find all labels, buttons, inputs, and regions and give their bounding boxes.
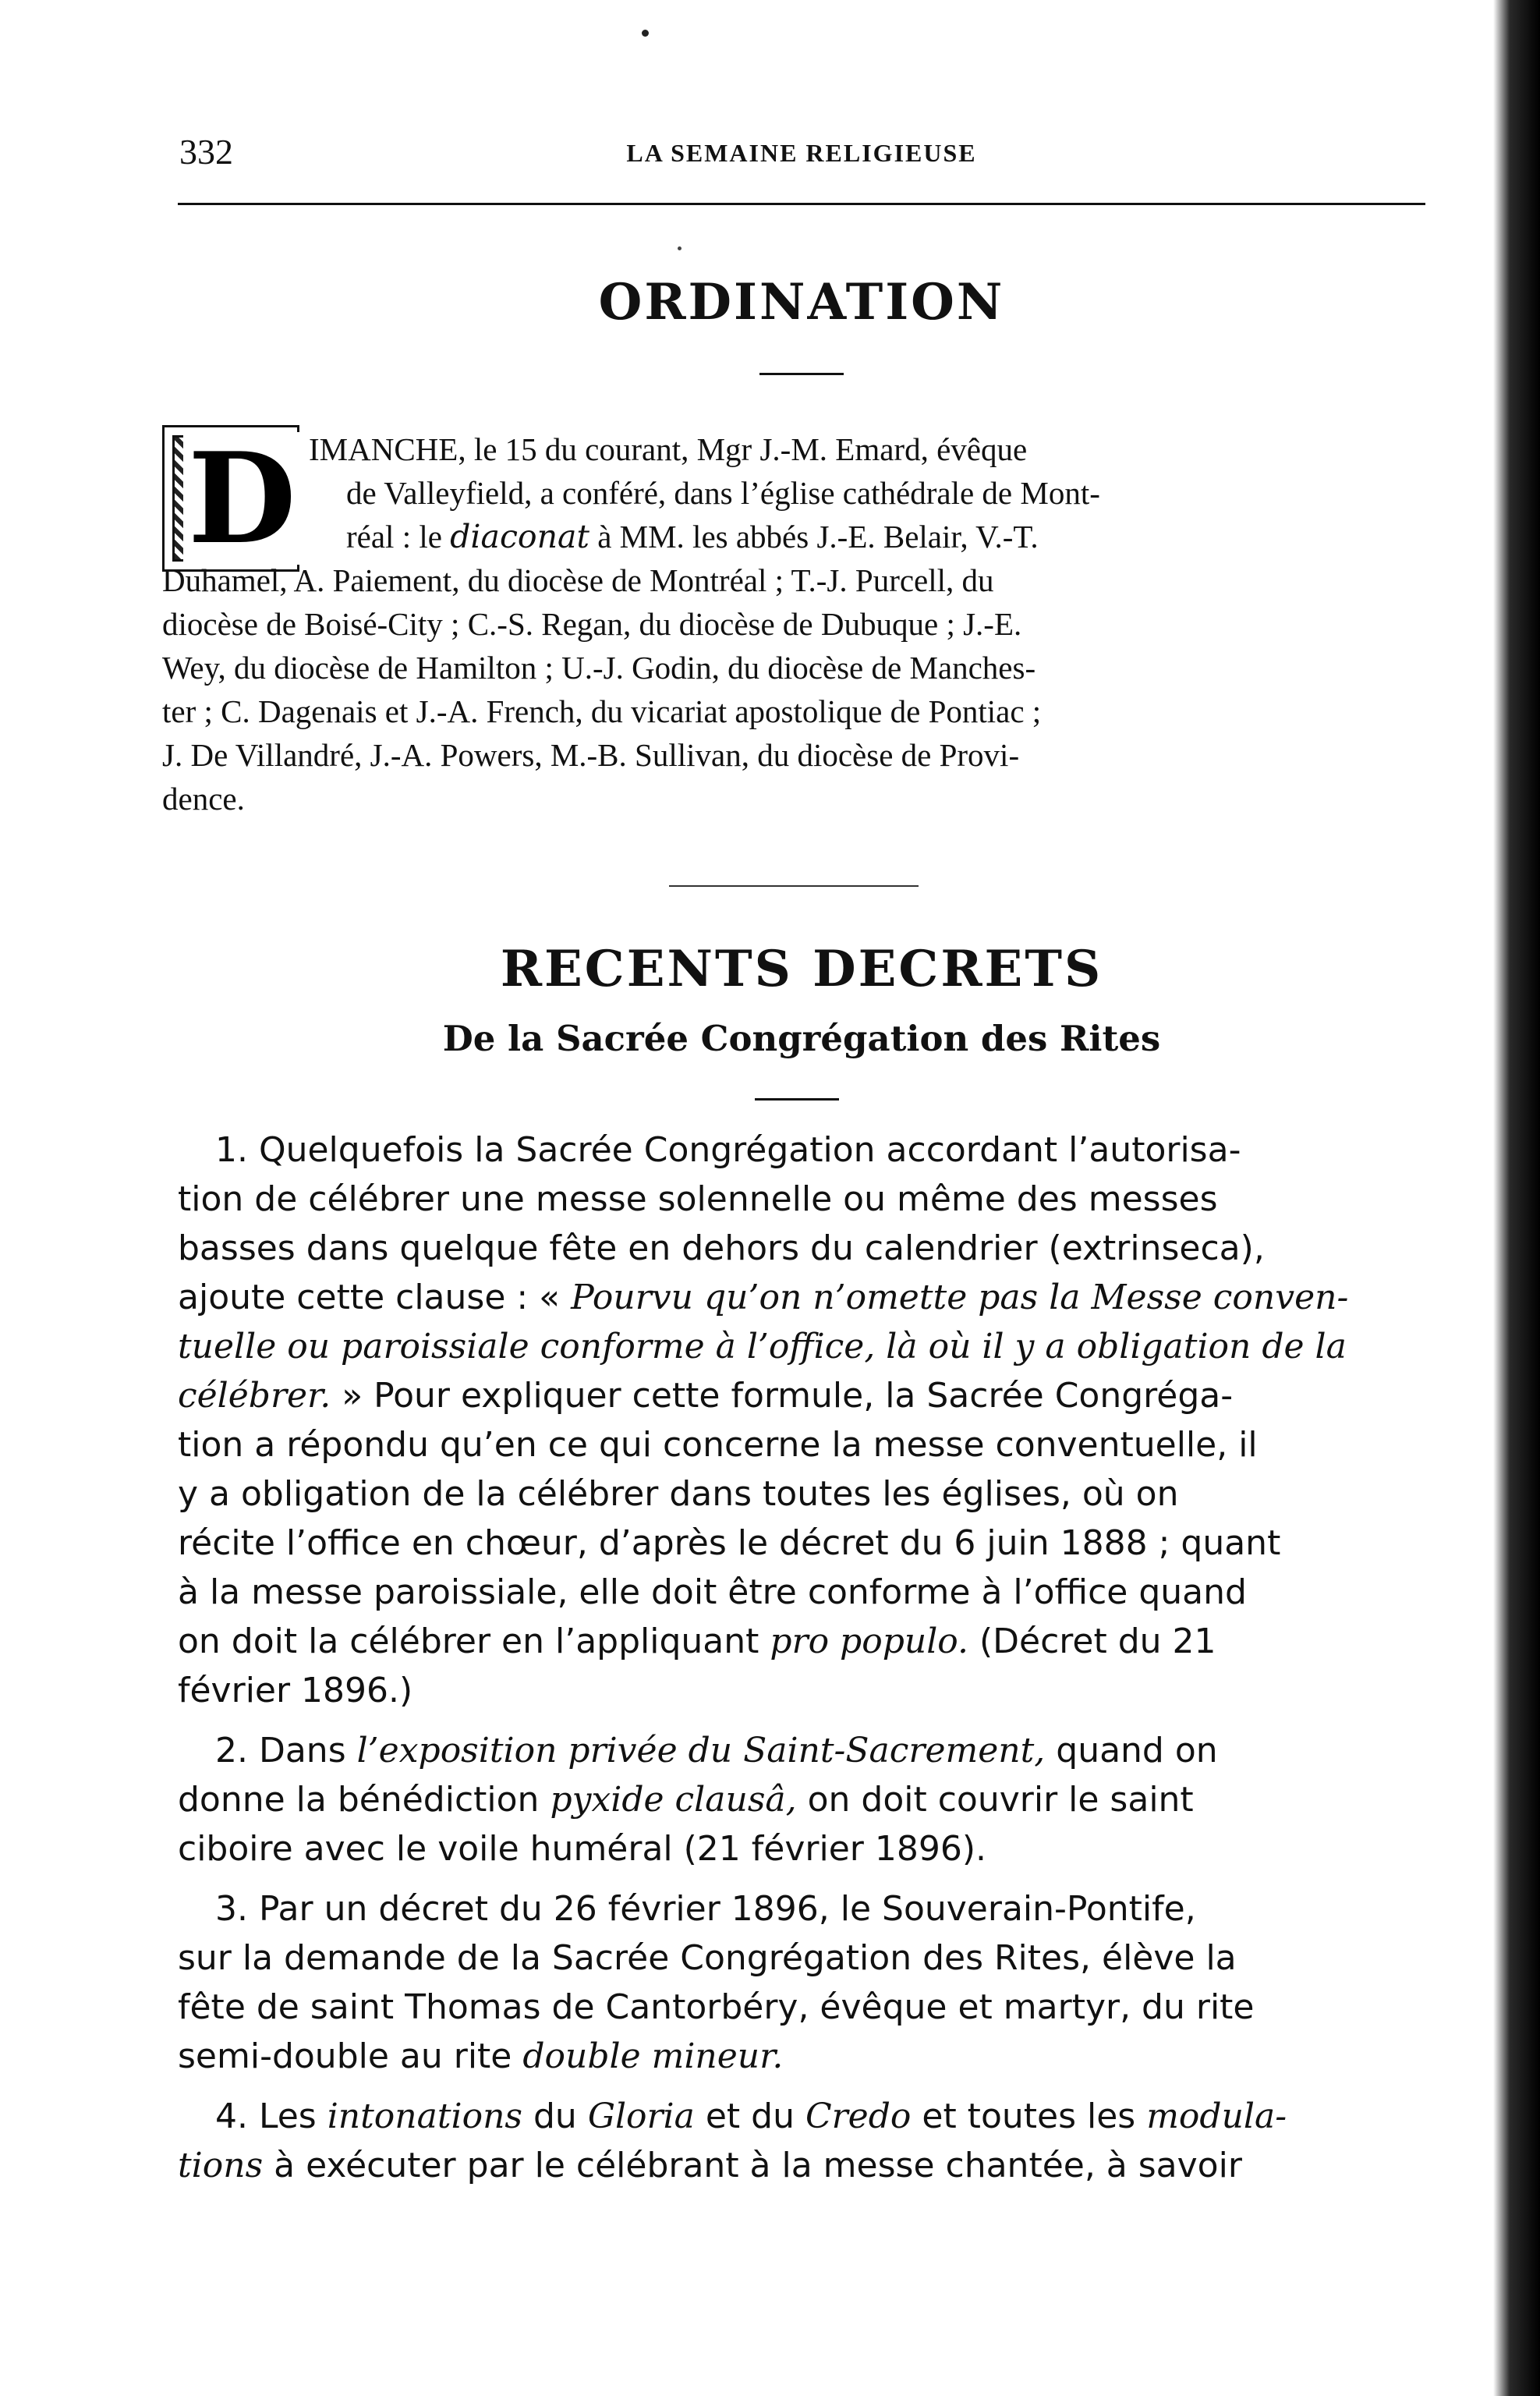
text-line: à la messe paroissiale, elle doit être conforme à l’office quand [178,1572,1247,1612]
text-line: tuelle ou paroissiale conforme à l’office, là où il y a obligation de la [178,1327,1347,1366]
section-separator [669,885,919,887]
text-line: IMANCHE, le 15 du courant, Mgr J.-M. Emard, évêque [309,431,1028,467]
text-line: Wey, du diocèse de Hamilton ; U.-J. Godin, du diocèse de Manches- [162,650,1036,686]
section-title-ordination: ORDINATION [598,273,1005,331]
text-line: ciboire avec le voile huméral (21 février 1896). [178,1829,986,1869]
text-line: diocèse de Boisé-City ; C.-S. Regan, du diocèse de Dubuque ; J.-E. [162,606,1022,642]
text-line: y a obligation de la célébrer dans toutes les églises, où on [178,1474,1179,1514]
text-line: ter ; C. Dagenais et J.-A. French, du vicariat apostolique de Pontiac ; [162,693,1042,729]
text-line: J. De Villandré, J.-A. Powers, M.-B. Sullivan, du diocèse de Provi- [162,737,1020,773]
section-title-decrets: RECENTS DECRETS [500,940,1103,998]
text-line: donne la bénédiction pyxide clausâ, on doit couvrir le saint [178,1780,1194,1820]
title-rule [759,373,844,375]
text-line: tions à exécuter par le célébrant à la messe chantée, à savoir [178,2146,1242,2185]
text-line: février 1896.) [178,1671,413,1710]
text-line: semi-double au rite double mineur. [178,2036,784,2076]
text-line: récite l’office en chœur, d’après le décret du 6 juin 1888 ; quant [178,1523,1281,1563]
text-line: de Valleyfield, a conféré, dans l’église cathédrale de Mont- [346,475,1100,511]
page [162,125,1425,2185]
running-head: LA SEMAINE RELIGIEUSE [626,139,977,167]
page-edge-shadow [1493,0,1540,2396]
ink-dot [642,30,649,37]
text-line: fête de saint Thomas de Cantorbéry, évêque et martyr, du rite [178,1987,1255,2027]
decrets-body [178,1125,1435,2190]
text-line: tion de célébrer une messe solennelle ou même des messes [178,1179,1218,1219]
page-number: 332 [179,132,233,172]
text-line: dence. [162,781,245,817]
text-line: basses dans quelque fête en dehors du calendrier (extrinseca), [178,1228,1265,1268]
text-line: 4. Les intonations du Gloria et du Credo et toutes les modula- [215,2096,1287,2136]
text-line: sur la demande de la Sacrée Congrégation des Rites, élève la [178,1938,1237,1978]
text-line: 3. Par un décret du 26 février 1896, le Souverain-Pontife, [215,1889,1196,1929]
ink-dot [678,246,681,250]
text-line: Duhamel, A. Paiement, du diocèse de Montréal ; T.-J. Purcell, du [162,562,994,598]
title-rule [755,1098,839,1101]
text-line: tion a répondu qu’en ce qui concerne la messe conventuelle, il [178,1425,1258,1465]
ordination-paragraph [162,427,1419,821]
text-line: 2. Dans l’exposition privée du Saint-Sacrement, quand on [215,1731,1218,1770]
text-line: réal : le diaconat à MM. les abbés J.-E. Belair, V.-T. [346,518,1039,555]
text-line: 1. Quelquefois la Sacrée Congrégation accordant l’autorisa- [215,1130,1241,1170]
page-header [178,125,1425,172]
text-line: on doit la célébrer en l’appliquant pro populo. (Décret du 21 [178,1622,1216,1661]
dropcap-letter: D [183,432,301,565]
section-subtitle: De la Sacrée Congrégation des Rites [442,1018,1161,1059]
header-rule [178,203,1425,205]
text-line: célébrer. » Pour expliquer cette formule, la Sacrée Congréga- [178,1376,1234,1416]
text-line: ajoute cette clause : « Pourvu qu’on n’omette pas la Messe conven- [178,1278,1349,1317]
